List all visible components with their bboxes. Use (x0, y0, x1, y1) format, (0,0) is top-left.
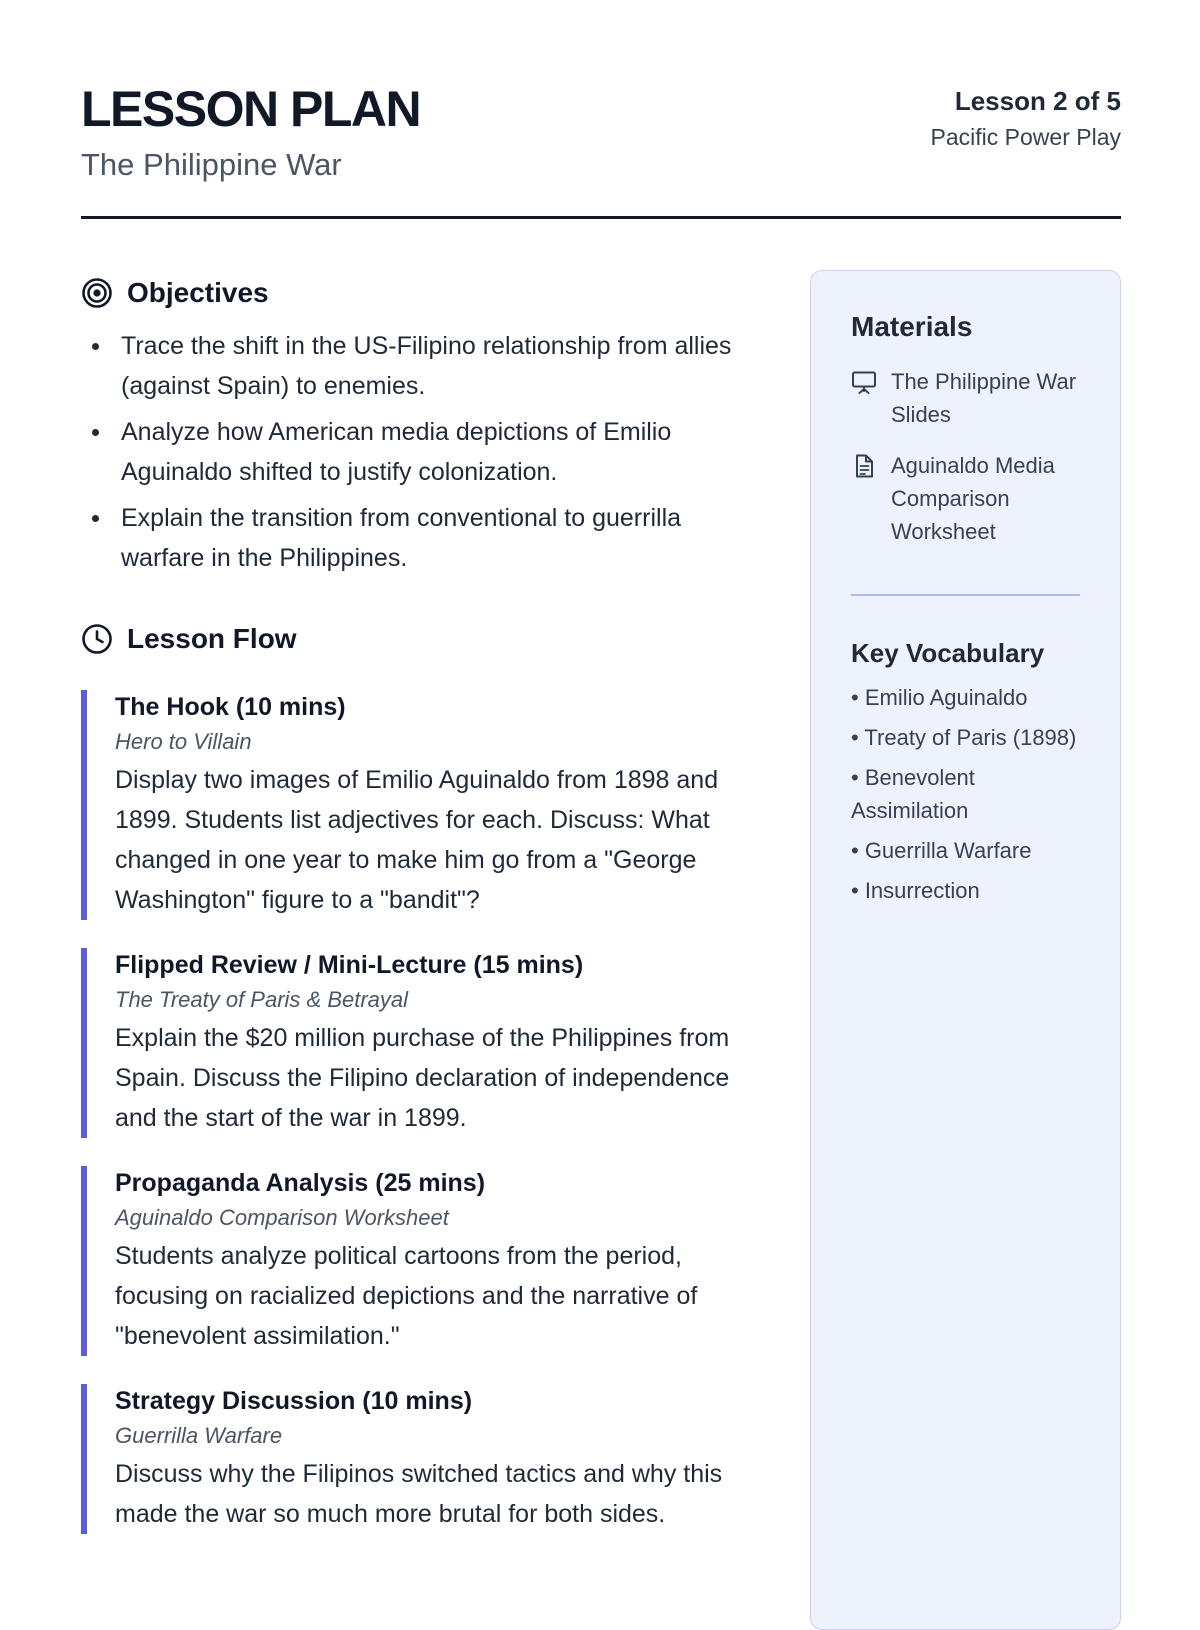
objectives-list (81, 326, 761, 578)
lesson-plan-page (81, 0, 1121, 1600)
step-description: Explain the $20 million purchase of the Philippines from Spain. Discuss the Filipino declaration of independence and the start of the war in 1899. (115, 1024, 730, 1132)
lesson-flow-header (81, 616, 761, 662)
main-column (81, 270, 761, 1534)
step-title: Propaganda Analysis (25 mins) (115, 1169, 486, 1197)
target-icon (81, 277, 113, 309)
material-label: Aguinaldo Media Comparison Worksheet (891, 453, 1055, 544)
lesson-flow-heading: Lesson Flow (127, 623, 297, 654)
step-subtitle: Aguinaldo Comparison Worksheet (115, 1205, 449, 1230)
objectives-heading: Objectives (127, 277, 269, 308)
materials-heading: Materials (851, 311, 973, 342)
page-title: LESSON PLAN (81, 81, 421, 137)
material-item[interactable] (851, 365, 1080, 431)
step-subtitle: Hero to Villain (115, 729, 252, 754)
sidebar-divider (851, 594, 1080, 596)
presentation-icon (851, 369, 877, 395)
material-label: The Philippine War Slides (891, 369, 1077, 427)
flow-step (81, 690, 761, 920)
flow-step (81, 1384, 761, 1534)
step-title: The Hook (10 mins) (115, 693, 346, 721)
objective-item: Analyze how American media depictions of Emilio Aguinaldo shifted to justify colonization. (81, 412, 761, 492)
step-title: Flipped Review / Mini-Lecture (15 mins) (115, 951, 584, 979)
lesson-number: Lesson 2 of 5 (954, 86, 1121, 116)
objective-item: Trace the shift in the US-Filipino relationship from allies (against Spain) to enemies. (81, 326, 761, 406)
document-icon (851, 453, 877, 479)
page-subtitle: The Philippine War (81, 147, 342, 182)
step-description: Discuss why the Filipinos switched tactics and why this made the war so much more brutal for both sides. (115, 1460, 723, 1528)
vocab-item: • Emilio Aguinaldo (851, 685, 1028, 710)
clock-icon (81, 623, 113, 655)
vocab-item: • Insurrection (851, 878, 980, 903)
vocab-list (851, 681, 1080, 907)
material-item[interactable] (851, 449, 1080, 548)
flow-step (81, 1166, 761, 1356)
step-subtitle: The Treaty of Paris & Betrayal (115, 987, 409, 1012)
unit-name: Pacific Power Play (930, 124, 1121, 150)
objectives-header (81, 270, 761, 316)
lesson-flow-section (81, 616, 761, 1534)
step-description: Display two images of Emilio Aguinaldo from 1898 and 1899. Students list adjectives for each. Discuss: What changed in one year to make him go from a "George Washington" figure to a "bandit"? (115, 766, 719, 914)
sidebar (810, 270, 1121, 1630)
vocab-heading: Key Vocabulary (851, 638, 1045, 668)
vocab-item: • Guerrilla Warfare (851, 838, 1032, 863)
vocab-item: • Treaty of Paris (1898) (851, 725, 1077, 750)
vocab-item: • Benevolent Assimilation (851, 765, 975, 823)
step-subtitle: Guerrilla Warfare (115, 1423, 283, 1448)
objective-item: Explain the transition from conventional to guerrilla warfare in the Philippines. (81, 498, 761, 578)
flow-step (81, 948, 761, 1138)
step-description: Students analyze political cartoons from the period, focusing on racialized depictions and the narrative of "benevolent assimilation." (115, 1242, 698, 1350)
objectives-section (81, 270, 761, 578)
step-title: Strategy Discussion (10 mins) (115, 1387, 473, 1415)
page-header (81, 80, 1121, 219)
